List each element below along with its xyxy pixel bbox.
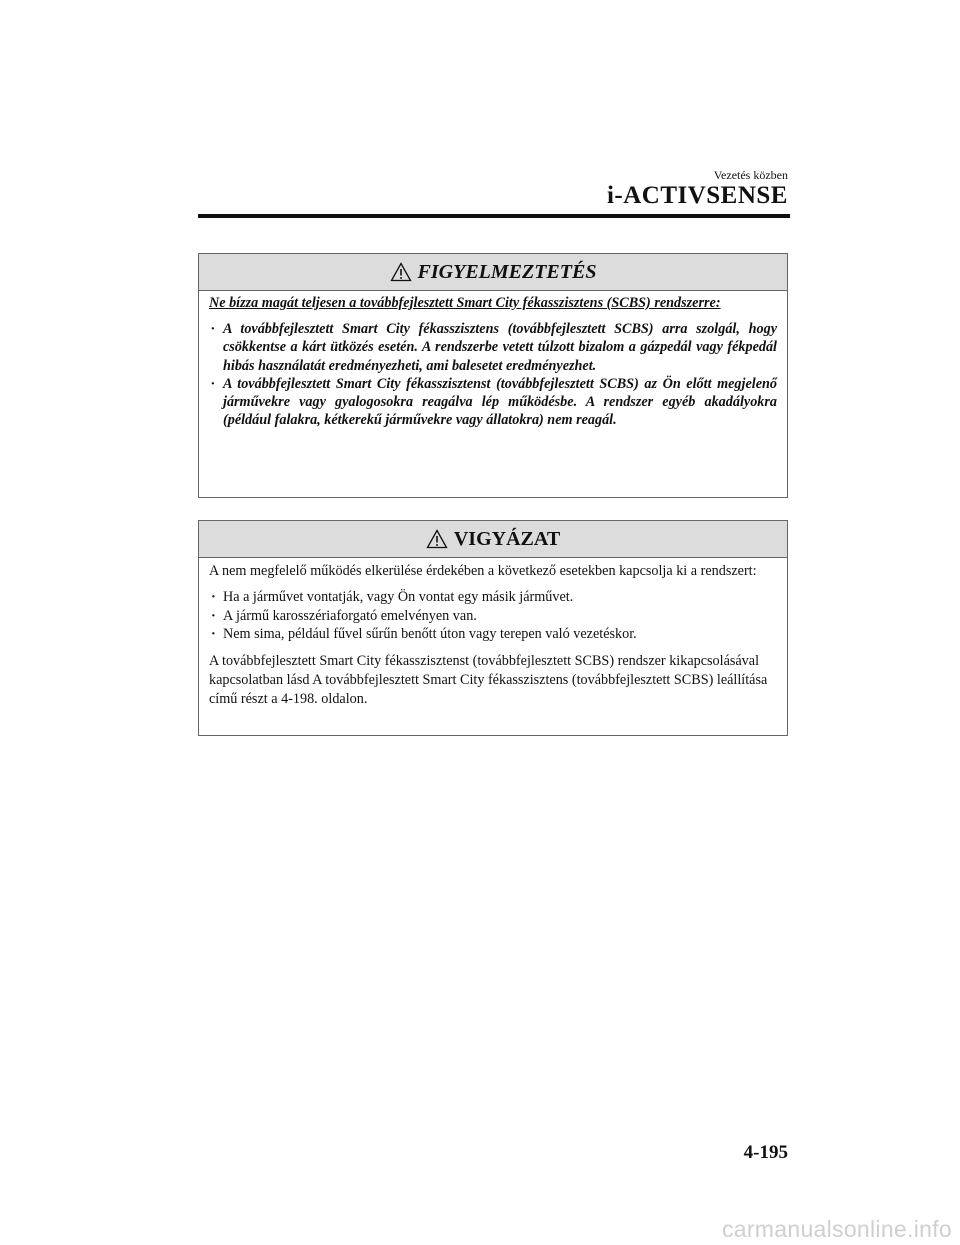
caution-heading: VIGYÁZAT <box>453 527 561 550</box>
caution-item: · A jármű karosszériaforgató emelvényen van. <box>209 607 777 626</box>
warning-heading: FIGYELMEZTETÉS <box>417 260 597 283</box>
chapter-title: i-ACTIVSENSE <box>606 182 788 209</box>
page-number: 4-195 <box>743 1142 788 1163</box>
caution-note: A továbbfejlesztett Smart City fékasszisztenst (továbbfejlesztett SCBS) rendszer kikapcsolásával kapcsolatban lásd A továbbfejlesztett Smart City fékasszisztens (továbbfejlesztett SCBS) leállítása című részt a 4-198. oldalon. <box>209 653 768 707</box>
caution-item: · Ha a járművet vontatják, vagy Ön vontat egy másik járművet. <box>209 588 777 607</box>
caution-box <box>198 520 788 736</box>
caution-item: · Nem sima, például fűvel sűrűn benőtt úton vagy terepen való vezetéskor. <box>209 625 777 644</box>
warning-triangle-icon <box>426 529 448 549</box>
caution-intro: A nem megfelelő működés elkerülése érdekében a következő esetekben kapcsolja ki a rendszert: <box>209 563 757 579</box>
warning-lead: Ne bízza magát teljesen a továbbfejlesztett Smart City fékasszisztens (SCBS) rendszerre: <box>209 295 721 311</box>
warning-box <box>198 253 788 498</box>
warning-item: · A továbbfejlesztett Smart City fékasszisztens (továbbfejlesztett SCBS) arra szolgál, hogy csökkentse a kárt ütközés esetén. A rendszerbe vetett túlzott bizalom a gázpedál vagy fékpedál hibás használatát eredményezheti, ami balesetet eredményezhet. <box>209 320 777 375</box>
warning-header <box>199 254 787 291</box>
caution-header <box>199 521 787 558</box>
warning-triangle-icon <box>390 262 412 282</box>
header-rule <box>198 214 790 218</box>
warning-item: · A továbbfejlesztett Smart City fékasszisztenst (továbbfejlesztett SCBS) az Ön előtt megjelenő járművekre vagy gyalogosokra reagálva lép működésbe. A rendszer egyéb akadályokra (például falakra, kétkerekű járművekre vagy állatokra) nem reagál. <box>209 375 777 430</box>
section-label: Vezetés közben <box>713 168 788 182</box>
watermark: carmanualsonline.info <box>721 1216 952 1242</box>
